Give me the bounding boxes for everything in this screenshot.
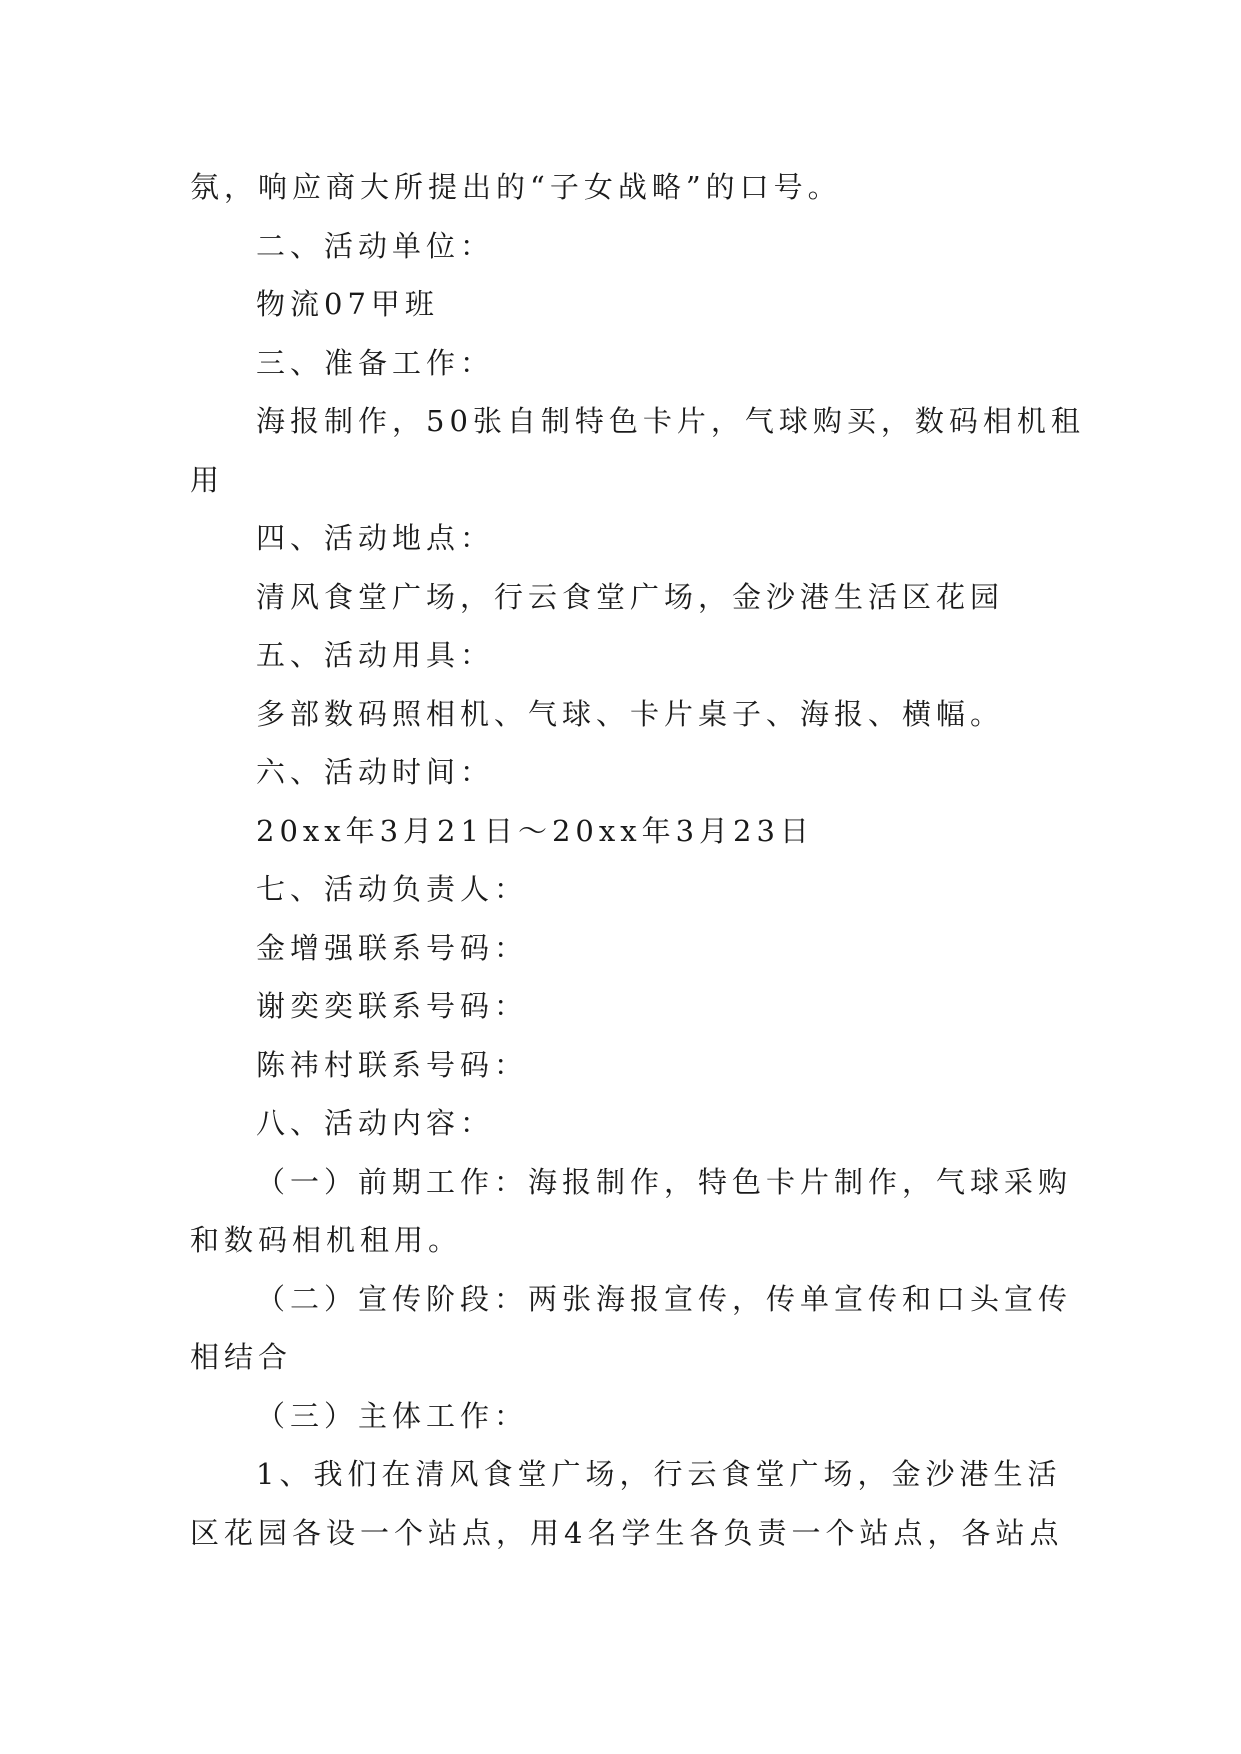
paragraph-line: 清风食堂广场，行云食堂广场，金沙港生活区花园	[256, 579, 1005, 614]
paragraph-line: 1、我们在清风食堂广场，行云食堂广场，金沙港生活	[256, 1457, 1062, 1491]
paragraph-line: 多部数码照相机、气球、卡片桌子、海报、横幅。	[256, 696, 1005, 731]
paragraph-line: 物流07甲班	[256, 287, 439, 321]
subsection-heading: （三）主体工作：	[256, 1398, 529, 1433]
contact-line: 谢奕奕联系号码：	[256, 989, 529, 1023]
section-heading-equipment: 五、活动用具：	[256, 638, 495, 672]
section-heading-preparation: 三、准备工作：	[256, 345, 495, 380]
section-heading-content: 八、活动内容：	[256, 1106, 495, 1140]
section-heading-unit: 二、活动单位：	[256, 228, 495, 263]
paragraph-line: 用	[190, 462, 225, 497]
paragraph-line: 20xx年3月21日～20xx年3月23日	[256, 813, 814, 848]
paragraph-line: 和数码相机租用。	[190, 1223, 463, 1257]
paragraph-line: 海报制作，50张自制特色卡片，气球购买，数码相机租	[256, 404, 1085, 438]
paragraph-line: 氛，响应商大所提出的“子女战略”的口号。	[190, 170, 842, 204]
section-heading-organizers: 七、活动负责人：	[256, 872, 529, 906]
section-heading-time: 六、活动时间：	[256, 755, 495, 789]
contact-line: 金增强联系号码：	[256, 930, 529, 965]
paragraph-line: 相结合	[190, 1340, 293, 1374]
paragraph-line: （一）前期工作：海报制作，特色卡片制作，气球采购	[256, 1164, 1073, 1199]
paragraph-line: （二）宣传阶段：两张海报宣传，传单宣传和口头宣传	[256, 1281, 1073, 1316]
paragraph-line: 区花园各设一个站点，用4名学生各负责一个站点，各站点	[190, 1515, 1064, 1550]
section-heading-location: 四、活动地点：	[256, 521, 495, 555]
contact-line: 陈祎村联系号码：	[256, 1047, 529, 1082]
document-body	[190, 158, 1085, 1562]
